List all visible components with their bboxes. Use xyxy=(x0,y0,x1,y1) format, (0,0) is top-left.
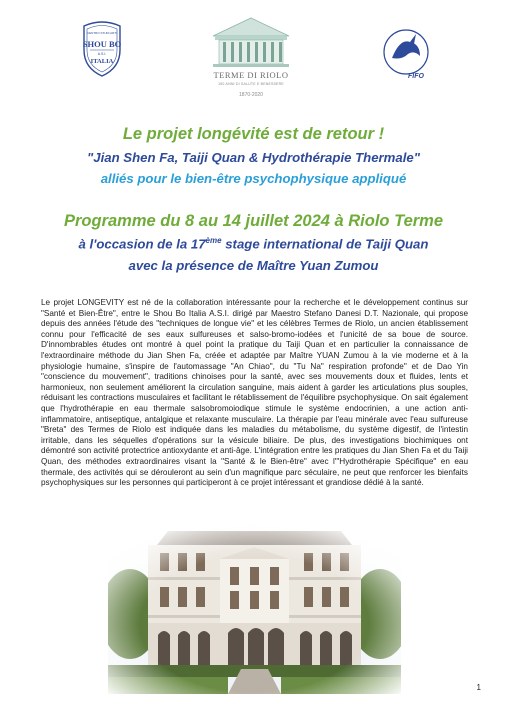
main-title: Le projet longévité est de retour ! xyxy=(122,125,385,143)
page-number: 1 xyxy=(476,683,481,692)
terme-years: 1870-2020 xyxy=(239,92,263,98)
shou-bo-asi-text: A.S.I. xyxy=(97,52,107,56)
terme-building-photo xyxy=(108,519,401,694)
fifo-text: FIFO xyxy=(408,73,424,80)
shou-bo-italia-text: ITALIA xyxy=(90,58,114,65)
occasion-post: stage international de Taiji Quan xyxy=(221,236,429,252)
subtitle: "Jian Shen Fa, Taiji Quan & Hydrothérapie Thermale" xyxy=(87,150,420,165)
occasion-line xyxy=(0,236,507,251)
terme-tagline: 150 ANNI DI SALUTE E BENESSERE xyxy=(218,82,284,86)
fifo-logo xyxy=(380,26,432,84)
shou-bo-top-text: CENTRO STUDI ARTI xyxy=(87,31,117,35)
shou-bo-italia-logo xyxy=(78,20,126,78)
terme-di-riolo-logo xyxy=(203,14,299,104)
presence-line: avec la présence de Maître Yuan Zumou xyxy=(128,258,379,273)
occasion-pre: à l'occasion de la 17 xyxy=(78,236,206,252)
tagline: alliés pour le bien-être psychophysique appliqué xyxy=(100,171,407,186)
terme-building-icon xyxy=(209,14,293,68)
occasion-superscript: ème xyxy=(205,236,222,245)
body-paragraph: Le projet LONGEVITY est né de la collaboration intéressante pour la recherche et le développement continus sur "Santé et Bien-Être", entre le Shou Bo Italia A.S.I. dirigé par Maestro Stefano Danesi D.T. Nazionale, qui propose depuis des années l'étude des "techniques de longue vie" et les célèbres Termes de Riolo, un ancien établissement connu pour l'efficacité de ses eaux sulfureuses et salso-bromo-iodées et l'unicité de sa boue de source. D'innombrables études ont montré à quel point la pratique du Taiji Quan et en particulier la connaissance de l'extraordinaire méthode du Jian Shen Fa, créée et adaptée par Maître YUAN Zumou à la vie moderne et à la physiologie humaine, s'inspire de l'automassage "An Chiao", du "Tu Na" respiration profonde" et de Dao Yin "conscience du mouvement", traditions chinoises pour la santé, avec ses mouvements doux et fluides, lents et harmonieux, non seulement améliorent la circulation sanguine, mais aident à garder les articulations plus souples, réduisant les contractions musculaires et facilitant le rétablissement de l'équilibre psychophysique. On sait également que l'hydrothérapie en eau thermale salsobromoiodique stimule le système endocrinien, a une action anti-inflammatoire, antiseptique, antalgique et relaxante musculaire. La thérapie par l'eau minérale avec l'eau sulfureuse "Breta" des Termes de Riolo est indiquée dans les maladies du métabolisme, du système digestif, de l'intestin irritable, dans les séquelles d'opérations sur la vésicule biliaire. De plus, des investigations biochimiques ont démontré son activité protectrice antioxydante et anti-âge. L'intégration entre les pratiques du Jian Shen Fa et du Taiji Quan, des méthodes extraordinaires visant la "Santé & le Bien-être" avec l'"Hydrothérapie Spécifique" en eau thermale, des activités qui se dérouleront au sein d'un magnifique parc séculaire, ne peut que renforcer les bienfaits psychophysiques sur les personnes qui participeront à ce projet intéressant et grandiose dédié à la santé. xyxy=(41,298,468,488)
programme-heading: Programme du 8 au 14 juillet 2024 à Riolo Terme xyxy=(63,212,444,230)
terme-name: TERME DI RIOLO xyxy=(213,70,289,80)
shou-bo-main-text: SHOU BO xyxy=(82,39,122,49)
